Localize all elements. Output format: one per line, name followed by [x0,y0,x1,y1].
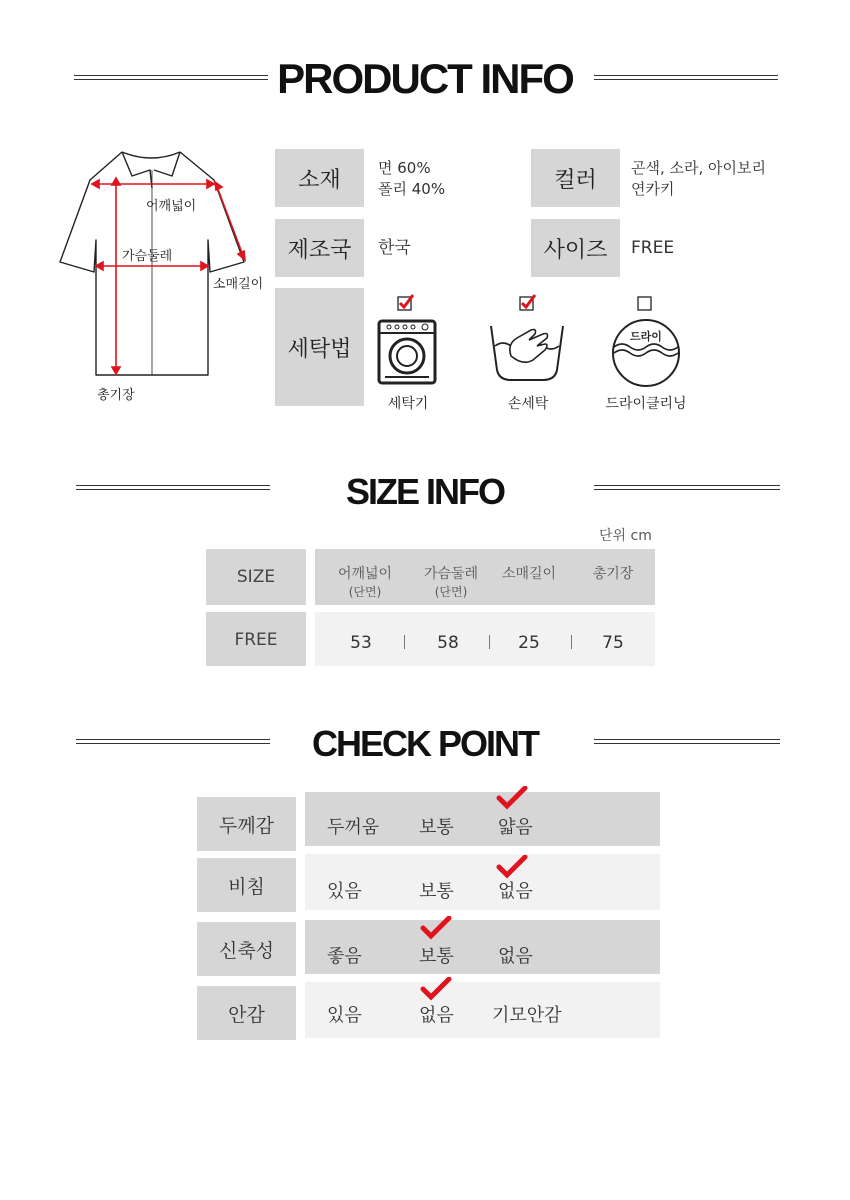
diagram-label-sleeve: 소매길이 [213,277,264,292]
checkpoint-option: 있음 [327,1005,362,1026]
check-point-title: CHECK POINT [311,723,538,764]
checkmark-icon [496,855,528,879]
hand-wash-caption: 손세탁 [507,396,549,412]
size-value-sleeve: 25 [518,633,540,653]
checkmark-icon [420,916,452,940]
dry-clean-checkbox-icon [637,294,655,312]
size-col-sleeve: 소매길이 [501,566,557,582]
washing-label: 세탁법 [275,288,364,406]
origin-value: 한국 [378,238,411,258]
material-label: 소재 [275,149,364,207]
header-line-right [594,485,780,490]
size-value-length: 75 [602,633,624,653]
checkpoint-option: 좋음 [327,946,362,967]
color-line-1: 곤색, 소라, 아이보리 [631,159,766,177]
size-col-shoulder: 어깨넓이 (단면) [337,566,393,599]
diagram-label-length: 총기장 [97,388,135,403]
checkpoint-option-selected: 없음 [498,881,533,902]
size-separator [571,635,572,649]
machine-wash-checkbox-icon [397,294,415,312]
size-value-shoulder: 53 [350,633,372,653]
checkpoint-label-stretch: 신축성 [197,922,296,976]
product-info-title: PRODUCT INFO [277,55,573,102]
checkpoint-option-selected: 보통 [419,946,454,967]
diagram-label-shoulder: 어깨넓이 [146,199,197,214]
checkpoint-label-lining: 안감 [197,986,296,1040]
checkpoint-option: 기모안감 [492,1005,562,1026]
machine-wash-caption: 세탁기 [387,396,429,412]
size-col-length: 총기장 [592,566,634,582]
header-line-right [594,739,780,744]
size-label: 사이즈 [531,219,620,277]
checkpoint-option: 두꺼움 [327,817,380,838]
size-info-title: SIZE INFO [345,471,504,512]
origin-label: 제조국 [275,219,364,277]
size-value: FREE [631,238,675,258]
checkpoint-label-sheerness: 비침 [197,858,296,912]
checkmark-icon [496,786,528,810]
size-separator [489,635,490,649]
size-col-chest: 가슴둘레 (단면) [423,566,479,599]
size-row-label: FREE [234,630,278,650]
checkpoint-option-selected: 없음 [419,1005,454,1026]
color-line-2: 연카키 [631,180,675,198]
color-label: 컬러 [531,149,620,207]
dry-clean-icon-text: 드라이 [630,330,662,343]
checkpoint-label-thickness: 두께감 [197,797,296,851]
hand-wash-icon [487,322,567,384]
material-line-2: 폴리 40% [378,180,446,198]
diagram-label-chest: 가슴둘레 [122,249,173,264]
size-value-chest: 58 [437,633,459,653]
size-header-label: SIZE [236,567,276,587]
washing-machine-icon [377,319,437,385]
checkpoint-option: 보통 [419,817,454,838]
dry-clean-caption: 드라이클리닝 [605,396,687,412]
size-unit: 단위 cm [599,528,652,544]
checkpoint-option: 있음 [327,881,362,902]
checkpoint-option-selected: 얇음 [498,817,533,838]
checkmark-icon [420,977,452,1001]
hand-wash-checkbox-icon [519,294,537,312]
checkpoint-option: 보통 [419,881,454,902]
checkpoint-option: 없음 [498,946,533,967]
header-line-right [594,75,778,80]
material-line-1: 면 60% [378,159,431,177]
size-separator [404,635,405,649]
